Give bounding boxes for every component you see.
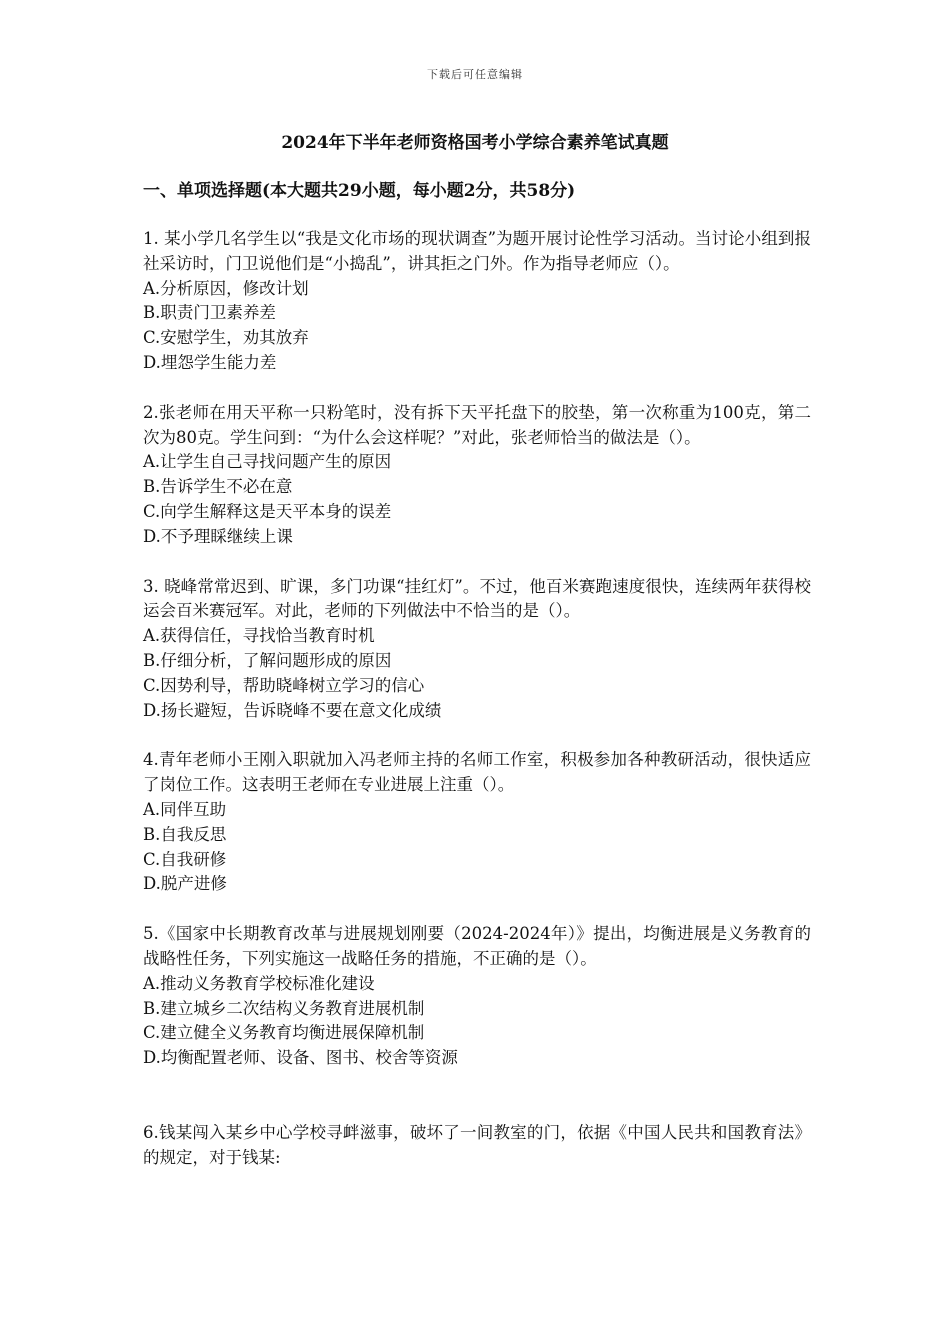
option-c: C.安慰学生，劝其放弃 [143,328,309,348]
question-3 [143,575,811,724]
question-stem: 2.张老师在用天平称一只粉笔时，没有拆下天平托盘下的胶垫，第一次称重为100克，第二次为80克。学生问到：“为什么会这样呢？”对此，张老师恰当的做法是（）。 [143,402,811,447]
option-c: C.因势利导，帮助晓峰树立学习的信心 [143,675,425,695]
option-c: C.自我研修 [143,849,227,869]
question-1 [143,227,811,376]
option-b: B.自我反思 [143,824,227,844]
question-stem: 5.《国家中长期教育改革与进展规划刚要（2024-2024年）》提出，均衡进展是义务教育的战略性任务，下列实施这一战略任务的措施，不正确的是（）。 [143,924,811,968]
question-stem: 6.钱某闯入某乡中心学校寻衅滋事，破坏了一间教室的门，依据《中国人民共和国教育法》的规定，对于钱某: [143,1122,811,1167]
question-stem: 3. 晓峰常常迟到、旷课，多门功课“挂红灯”。不过，他百米赛跑速度很快，连续两年获得校运会百米赛冠军。对此，老师的下列做法中不恰当的是（）。 [143,576,811,621]
question-stem: 1. 某小学几名学生以“我是文化市场的现状调查”为题开展讨论性学习活动。当讨论小组到报社采访时，门卫说他们是“小捣乱”，讲其拒之门外。作为指导老师应（）。 [143,229,811,273]
option-b: B.仔细分析，了解问题形成的原因 [143,650,392,670]
option-a: A.分析原因，修改计划 [143,278,309,298]
option-b: B.告诉学生不必在意 [143,477,293,497]
question-6 [143,1121,811,1171]
option-c: C.建立健全义务教育均衡进展保障机制 [143,1023,425,1043]
option-c: C.向学生解释这是天平本身的误差 [143,501,392,521]
option-b: B.建立城乡二次结构义务教育进展机制 [143,998,425,1018]
question-list [143,227,811,1196]
option-d: D.埋怨学生能力差 [143,352,277,372]
question-2 [143,401,811,550]
section-heading: 一、单项选择题(本大题共29小题，每小题2分，共58分) [143,181,576,201]
option-d: D.脱产进修 [143,874,227,894]
page-title: 2024年下半年老师资格国考小学综合素养笔试真题 [281,133,669,153]
question-5 [143,922,811,1071]
option-d: D.扬长避短，告诉晓峰不要在意文化成绩 [143,700,442,720]
option-a: A.推动义务教育学校标准化建设 [143,973,375,993]
question-stem: 4.青年老师小王刚入职就加入冯老师主持的名师工作室，积极参加各种教研活动，很快适应了岗位工作。这表明王老师在专业进展上注重（）。 [143,750,811,795]
question-4 [143,748,811,897]
option-b: B.职责门卫素养差 [143,303,276,323]
option-a: A.让学生自己寻找问题产生的原因 [143,452,392,472]
option-d: D.均衡配置老师、设备、图书、校舍等资源 [143,1048,458,1068]
option-a: A.获得信任，寻找恰当教育时机 [143,626,375,646]
option-a: A.同伴互助 [143,799,227,819]
header-note: 下载后可任意编辑 [427,68,523,81]
option-d: D.不予理睬继续上课 [143,526,293,546]
